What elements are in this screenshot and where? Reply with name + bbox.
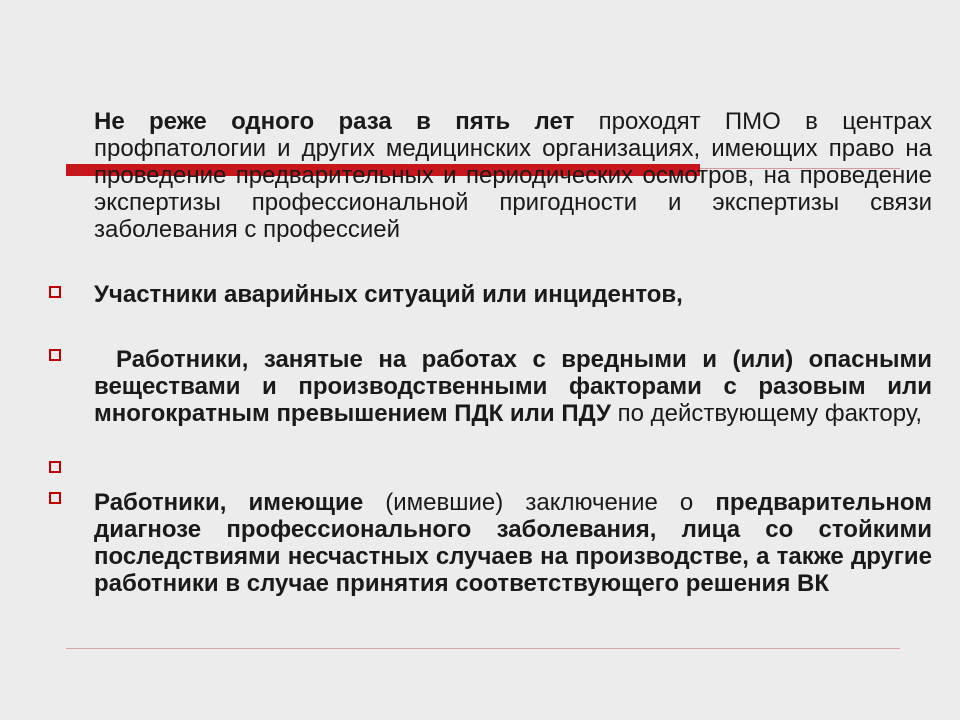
hollow-square-bullet-icon: [49, 349, 61, 361]
hollow-square-bullet-icon: [49, 492, 61, 504]
intro-paragraph: [94, 108, 932, 243]
hollow-square-bullet-icon: [49, 286, 61, 298]
item-2-bold: Работники, занятые на работах с вредными и (или) опасными веществами и производственными факторами с разовым или многократным превышением ПДК или ПДУ: [94, 346, 932, 427]
item-4-text: (имевшие) заключение о: [363, 489, 716, 516]
item-4-bold-b: предварительном диагнозе профессионального заболевания, лица со стойкими последствиями несчастных случаев на производстве, а также другие работники в случае принятия соответствующего решения ВК: [94, 489, 932, 597]
intro-text: проходят ПМО в центрах профпатологии и других медицинских организациях, имеющих право на проведение предварительных и периодических осмотров, на проведение экспертизы профессиональной пригодности и экспертизы связи заболевания с профессией: [94, 108, 933, 243]
item-1-bold: Участники аварийных ситуаций или инцидентов,: [94, 281, 683, 308]
item-hazardous-workers: [94, 346, 932, 427]
item-2-text: по действующему фактору,: [610, 400, 923, 427]
item-4-bold-a: Работники, имеющие: [94, 489, 364, 516]
item-accident-participants: [94, 281, 932, 308]
intro-bold: Не реже одного раза в пять лет: [94, 108, 575, 135]
hollow-square-bullet-icon: [49, 461, 61, 473]
bottom-divider: [66, 648, 900, 649]
item-diagnosis-workers: [94, 489, 932, 597]
